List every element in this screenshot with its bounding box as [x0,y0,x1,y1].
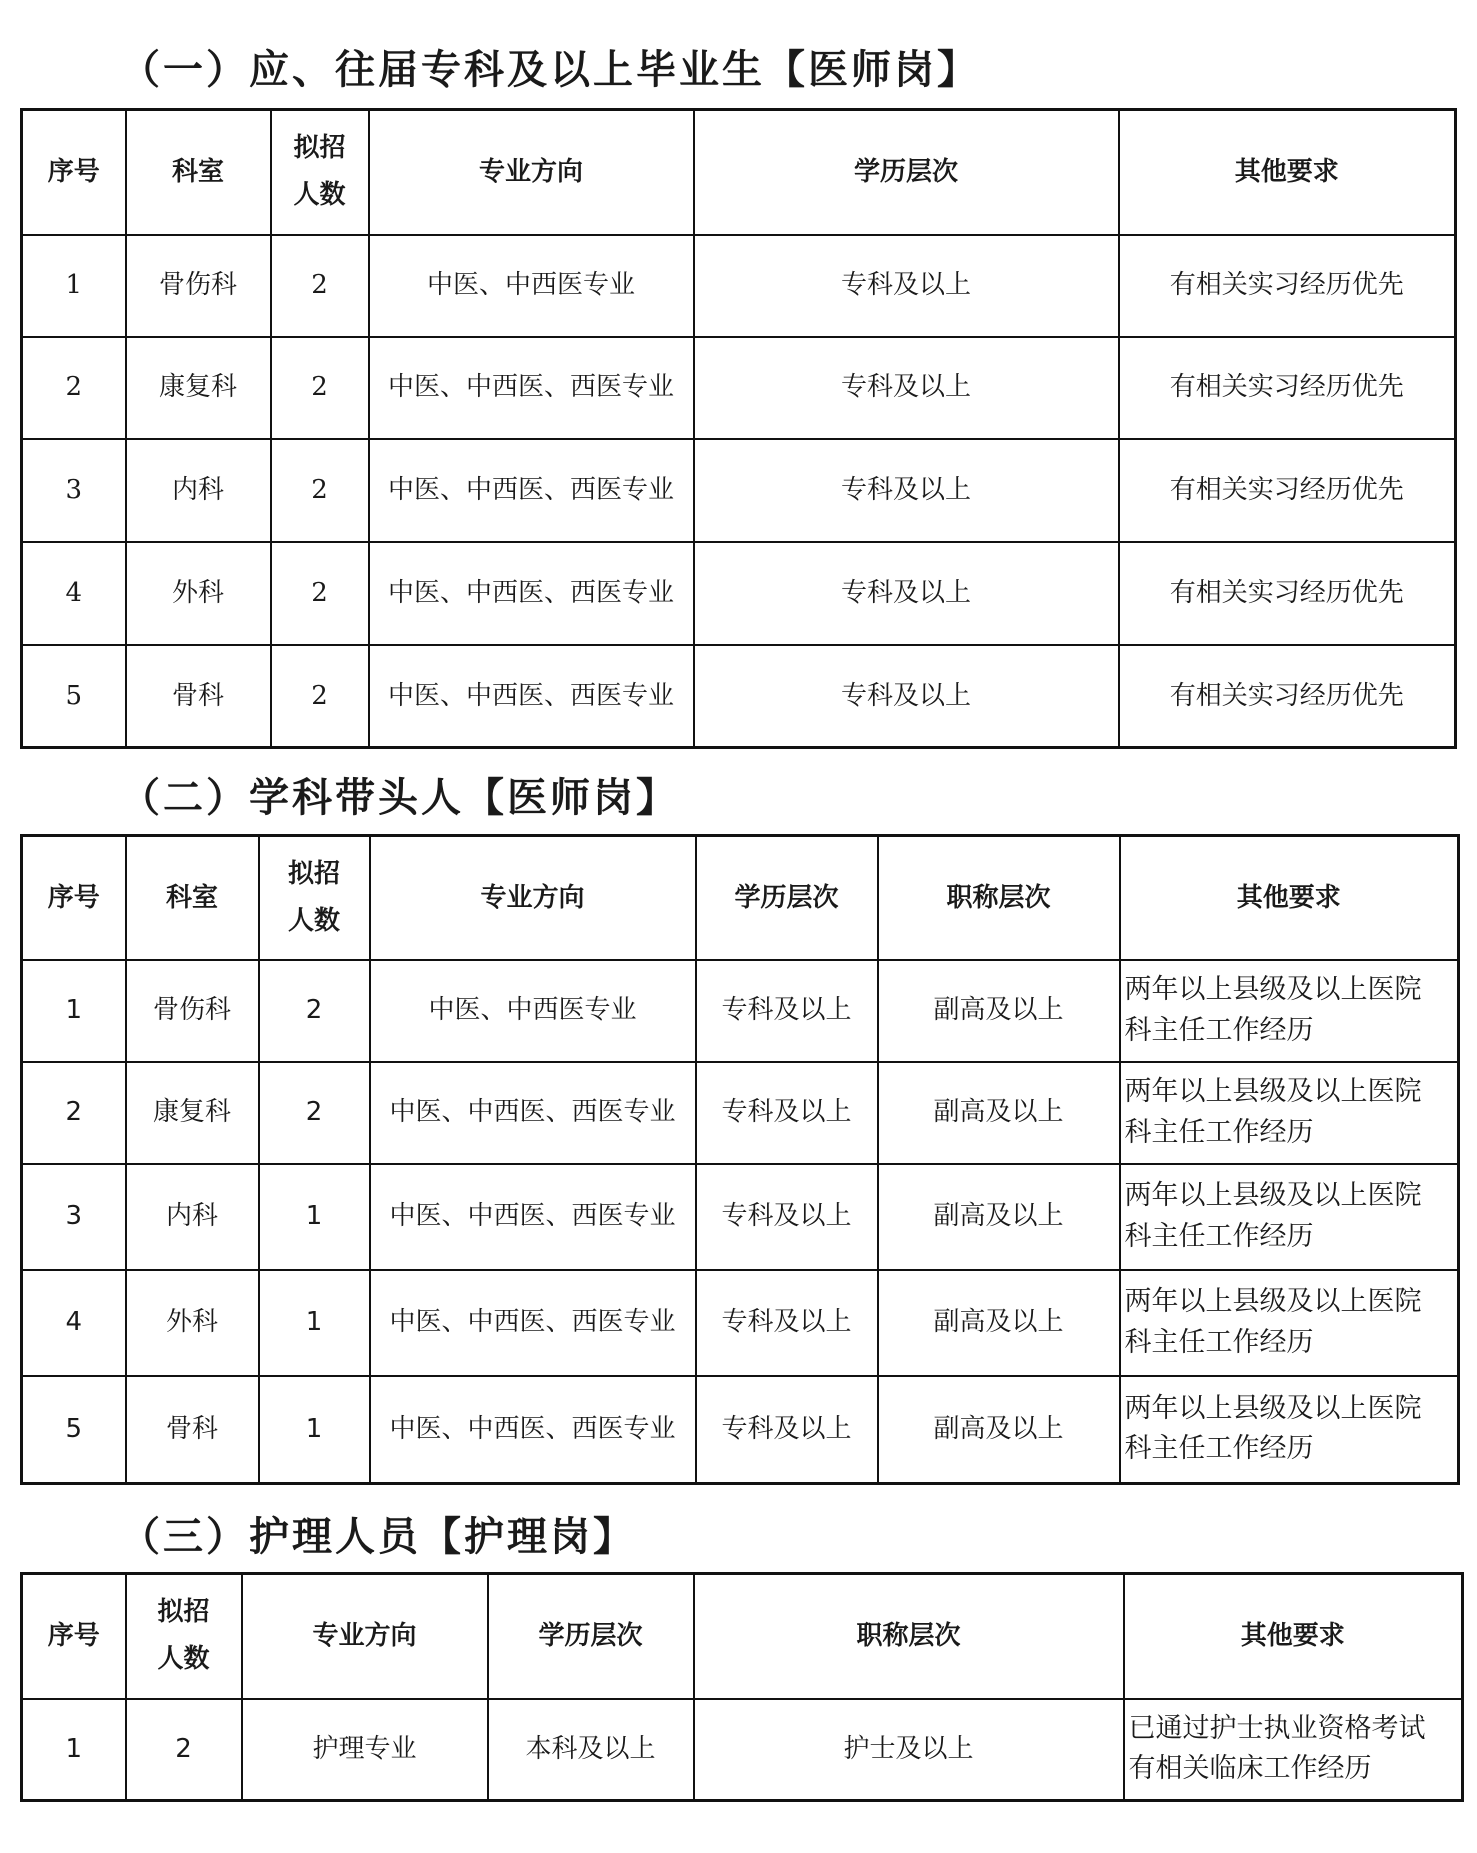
header-title-level: 职称层次 [878,836,1120,960]
header-other: 其他要求 [1124,1574,1463,1699]
cell-major: 中医、中西医专业 [369,235,694,337]
cell-seq: 3 [22,1164,126,1270]
cell-title-level: 护士及以上 [694,1699,1124,1801]
cell-education: 专科及以上 [696,1376,878,1484]
header-seq: 序号 [22,110,126,235]
cell-title-level: 副高及以上 [878,960,1120,1062]
section2-table [20,834,1460,1485]
cell-department: 外科 [126,542,271,645]
cell-other: 两年以上县级及以上医院 科主任工作经历 [1120,1062,1459,1164]
cell-education: 专科及以上 [696,1062,878,1164]
header-major: 专业方向 [370,836,696,960]
cell-title-level: 副高及以上 [878,1270,1120,1376]
section1-header-row [22,110,1456,235]
table-row [22,542,1456,645]
cell-other: 有相关实习经历优先 [1119,542,1456,645]
header-major: 专业方向 [242,1574,488,1699]
table-row [22,337,1456,439]
cell-headcount: 1 [259,1376,370,1484]
cell-other: 两年以上县级及以上医院 科主任工作经历 [1120,1270,1459,1376]
table-row [22,439,1456,542]
cell-seq: 3 [22,439,126,542]
header-seq: 序号 [22,836,126,960]
section3-header-row [22,1574,1463,1699]
table-row [22,1270,1459,1376]
cell-other: 两年以上县级及以上医院 科主任工作经历 [1120,1376,1459,1484]
cell-headcount: 2 [126,1699,242,1801]
cell-headcount: 2 [259,960,370,1062]
table-row [22,960,1459,1062]
cell-seq: 2 [22,1062,126,1164]
cell-other: 有相关实习经历优先 [1119,235,1456,337]
cell-title-level: 副高及以上 [878,1376,1120,1484]
header-major: 专业方向 [369,110,694,235]
cell-education: 专科及以上 [694,645,1119,748]
cell-seq: 4 [22,1270,126,1376]
cell-major: 中医、中西医、西医专业 [370,1270,696,1376]
cell-headcount: 1 [259,1270,370,1376]
cell-other: 有相关实习经历优先 [1119,645,1456,748]
header-seq: 序号 [22,1574,126,1699]
section2-header-row [22,836,1459,960]
cell-other: 已通过护士执业资格考试 有相关临床工作经历 [1124,1699,1463,1801]
cell-seq: 5 [22,645,126,748]
table-row [22,235,1456,337]
cell-major: 中医、中西医、西医专业 [369,337,694,439]
cell-department: 内科 [126,1164,259,1270]
cell-department: 骨科 [126,645,271,748]
cell-other: 两年以上县级及以上医院 科主任工作经历 [1120,1164,1459,1270]
section1-table [20,108,1457,749]
table-row [22,1699,1463,1801]
cell-department: 骨伤科 [126,960,259,1062]
cell-major: 中医、中西医专业 [370,960,696,1062]
cell-major: 中医、中西医、西医专业 [370,1062,696,1164]
header-education: 学历层次 [696,836,878,960]
cell-headcount: 2 [271,542,369,645]
table-row [22,1376,1459,1484]
cell-seq: 1 [22,960,126,1062]
header-education: 学历层次 [694,110,1119,235]
table-row [22,645,1456,748]
section3-title: （三）护理人员【护理岗】 [120,1513,636,1560]
cell-other: 有相关实习经历优先 [1119,337,1456,439]
cell-title-level: 副高及以上 [878,1164,1120,1270]
cell-major: 中医、中西医、西医专业 [370,1164,696,1270]
cell-headcount: 2 [271,439,369,542]
cell-other: 有相关实习经历优先 [1119,439,1456,542]
cell-department: 康复科 [126,1062,259,1164]
cell-title-level: 副高及以上 [878,1062,1120,1164]
cell-major: 中医、中西医、西医专业 [369,645,694,748]
table-row [22,1062,1459,1164]
header-other: 其他要求 [1120,836,1459,960]
header-other: 其他要求 [1119,110,1456,235]
header-department: 科室 [126,110,271,235]
cell-education: 专科及以上 [694,542,1119,645]
cell-headcount: 2 [271,337,369,439]
cell-seq: 1 [22,235,126,337]
cell-education: 专科及以上 [694,439,1119,542]
cell-major: 护理专业 [242,1699,488,1801]
cell-department: 内科 [126,439,271,542]
header-department: 科室 [126,836,259,960]
cell-seq: 5 [22,1376,126,1484]
cell-department: 骨科 [126,1376,259,1484]
cell-education: 专科及以上 [694,337,1119,439]
section3-table [20,1572,1464,1802]
cell-education: 专科及以上 [696,960,878,1062]
table-row [22,1164,1459,1270]
cell-education: 专科及以上 [694,235,1119,337]
cell-major: 中医、中西医、西医专业 [370,1376,696,1484]
header-education: 学历层次 [488,1574,694,1699]
cell-headcount: 2 [271,235,369,337]
cell-headcount: 2 [259,1062,370,1164]
cell-education: 专科及以上 [696,1164,878,1270]
cell-major: 中医、中西医、西医专业 [369,542,694,645]
cell-seq: 4 [22,542,126,645]
cell-seq: 2 [22,337,126,439]
cell-seq: 1 [22,1699,126,1801]
cell-department: 骨伤科 [126,235,271,337]
header-headcount: 拟招 人数 [259,836,370,960]
cell-education: 专科及以上 [696,1270,878,1376]
cell-headcount: 1 [259,1164,370,1270]
header-headcount: 拟招 人数 [126,1574,242,1699]
header-headcount: 拟招 人数 [271,110,369,235]
cell-department: 康复科 [126,337,271,439]
cell-department: 外科 [126,1270,259,1376]
cell-major: 中医、中西医、西医专业 [369,439,694,542]
header-title-level: 职称层次 [694,1574,1124,1699]
cell-education: 本科及以上 [488,1699,694,1801]
section2-title: （二）学科带头人【医师岗】 [120,774,679,821]
cell-other: 两年以上县级及以上医院 科主任工作经历 [1120,960,1459,1062]
cell-headcount: 2 [271,645,369,748]
section1-title: （一）应、往届专科及以上毕业生【医师岗】 [120,46,980,93]
